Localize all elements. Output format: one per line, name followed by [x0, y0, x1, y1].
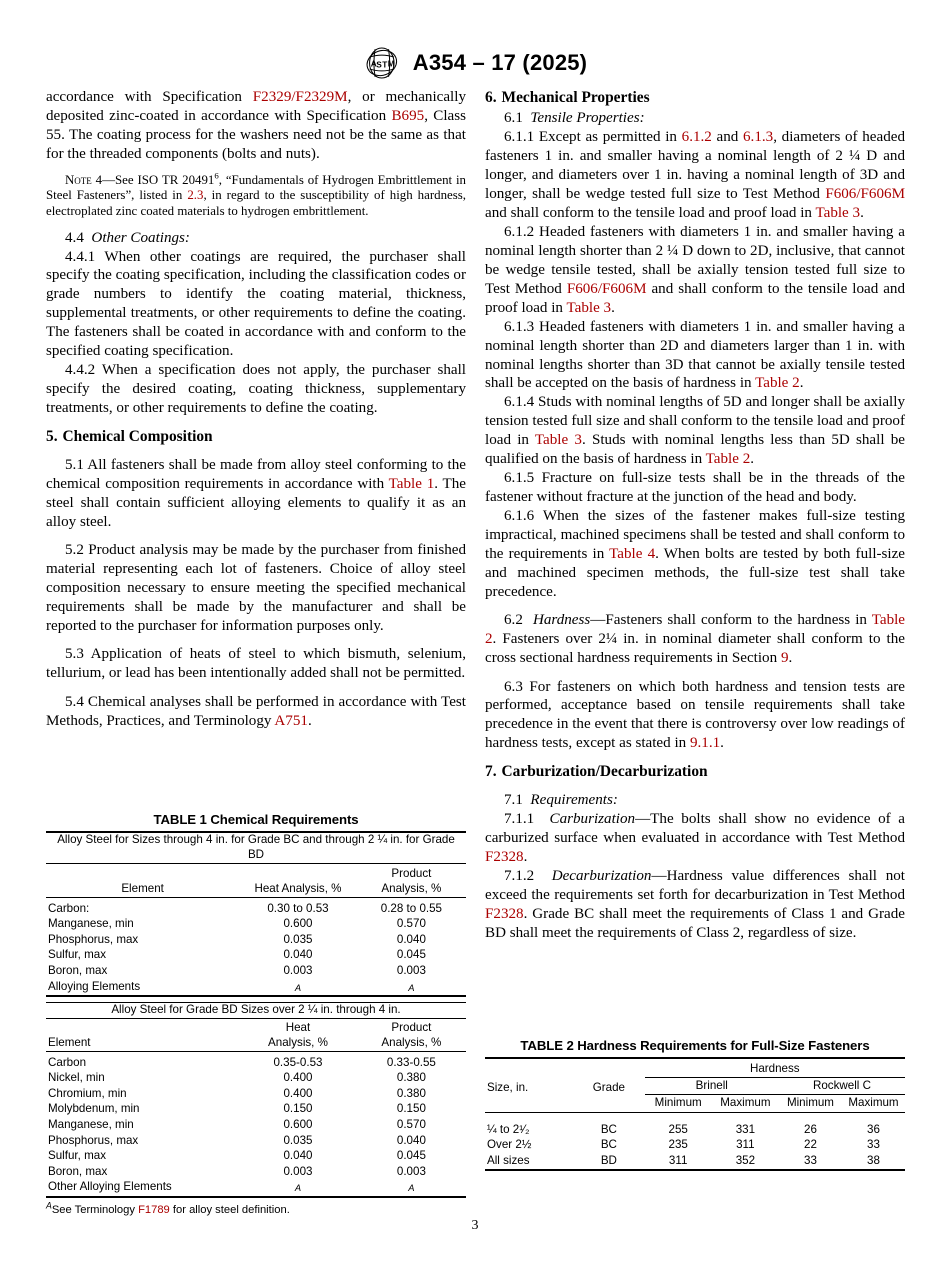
cell-rockwell-min: 22 — [804, 1138, 817, 1152]
footnote-marker-6: 6 — [214, 170, 219, 181]
table-1 — [46, 831, 466, 1200]
text-run: 5.4 Chemical analyses shall be performed in accordance with Test Methods, Practices, and Terminology — [46, 693, 466, 729]
cell-product: 0.380 — [396, 1071, 426, 1085]
cell-product-footnote-marker: A — [408, 982, 415, 993]
text-run: for alloy steel definition. — [169, 1204, 290, 1217]
cell-heat: 0.035 — [283, 932, 313, 946]
cross-reference-table-2[interactable]: Table 2 — [485, 612, 906, 648]
text-run: . Studs with nominal lengths less than 5D shall be qualified on the basis of hardness in — [485, 432, 905, 468]
section-title: Carburization/Decarburization — [501, 763, 708, 781]
cell-brinell-max: 331 — [735, 1122, 756, 1136]
cell-heat: 0.30 to 0.53 — [267, 901, 329, 915]
cell-brinell-min: 311 — [668, 1153, 688, 1167]
text-run: . Grade BC shall meet the requirements of Class 1 and Grade BD shall meet the requirements of Class 2, regardless of size. — [485, 905, 905, 941]
text-run: —The bolts shall show no evidence of a carburized surface when evaluated in accordance with Test Method — [485, 811, 906, 846]
text-run: —Hardness value differences shall not exceed the requirements set forth for decarburization in Test Method — [485, 867, 905, 903]
column-header-product-analysis — [357, 864, 466, 898]
table-row — [46, 1002, 466, 1019]
cell-element: Phosphorus, max — [48, 932, 139, 946]
table-1-footnote — [46, 1200, 466, 1218]
header-line-2: Analysis, % — [268, 1036, 328, 1050]
section-5-heading — [46, 427, 466, 446]
text-run: , “Fundamentals of Hydrogen Embrittlement in Steel Fasteners”, listed in — [46, 172, 467, 203]
paragraph-6-1-3 — [485, 318, 905, 394]
cross-reference-f2328[interactable]: F2328 — [485, 905, 524, 922]
text-run: 6.3 For fasteners on which both hardness and tension tests are performed, acceptance based on tensile requirements shall take precedence in the event that there is controversy over low readings of hardness tests, except as stated in — [485, 678, 905, 752]
paragraph-5-4 — [46, 693, 466, 731]
paragraph-continued — [46, 88, 466, 164]
cell-grade: BC — [600, 1138, 617, 1152]
column-header-element: Element — [48, 1036, 91, 1050]
cross-reference-section-9[interactable]: 9 — [780, 650, 789, 667]
text-run: . — [860, 205, 864, 222]
cell-heat: 0.040 — [283, 948, 313, 962]
text-run: . — [750, 451, 755, 468]
table-rule — [485, 1170, 905, 1174]
paragraph-6-1-1 — [485, 128, 905, 223]
cross-reference-f2328[interactable]: F2328 — [485, 848, 524, 865]
defined-term-decarburization: Decarburization — [551, 867, 652, 884]
table-row — [485, 1058, 905, 1078]
cell-element: Chromium, min — [48, 1086, 127, 1100]
text-run: . — [523, 848, 528, 865]
header-line-1: Product — [391, 1021, 432, 1035]
cell-element: Phosphorus, max — [48, 1133, 139, 1147]
cell-element: Manganese, min — [48, 1117, 134, 1131]
table-row — [46, 1055, 466, 1071]
paragraph-7-1-2 — [485, 867, 905, 943]
paragraph-6-1-5: 6.1.5 Fracture on full-size tests shall be in the threads of the fastener without fracture at the junction of the head and body. — [485, 470, 905, 506]
text-run: , Class 55. The coating process for the washers need not be the same as that for the threaded components (bolts and nuts). — [46, 107, 467, 162]
paragraph-5-3: 5.3 Application of heats of steel to which bismuth, selenium, tellurium, or lead has been intentionally added shall not be permitted. — [46, 646, 466, 682]
note-label: Note — [65, 172, 92, 187]
column-header-size: Size, in. — [487, 1080, 529, 1094]
cross-reference-table-3[interactable]: Table 3 — [534, 432, 582, 449]
header-line-1: Heat — [285, 1021, 311, 1035]
cell-element: Carbon: — [48, 901, 90, 915]
cell-heat: 0.400 — [283, 1086, 313, 1100]
table-row — [46, 901, 466, 917]
subsection-number: 6.2 — [504, 612, 523, 629]
cell-brinell-min: 255 — [668, 1122, 688, 1136]
cell-element: Sulfur, max — [48, 948, 106, 962]
column-header-brinell-min: Minimum — [645, 1095, 712, 1112]
text-run: 6.1.4 Studs with nominal lengths of 5D and longer shall be axially tension tested full size and shall conform to the tensile load and proof load in — [485, 394, 906, 449]
text-run: . — [307, 712, 312, 729]
text-run: . When bolts are tested by both full-size and machined specimen methods, the full-size test shall take precedence. — [485, 545, 906, 600]
cell-brinell-min: 235 — [668, 1138, 688, 1152]
left-column — [46, 88, 466, 730]
table-row — [46, 1019, 466, 1052]
paragraph-number: 7.1.1 — [504, 811, 535, 828]
text-run: . The steel shall contain sufficient alloying elements to qualify it as an alloy steel. — [46, 475, 466, 530]
cell-heat: 0.600 — [283, 917, 313, 931]
table-1-block — [46, 812, 466, 1218]
text-run: . — [799, 375, 804, 392]
paragraph-4-4-1: 4.4.1 When other coatings are required, the purchaser shall specify the coating specification, including the classification codes or grade numbers to identify the coating material, thickness, supplemental treatments, or other requirements to define the coating. The fasteners shall be coated in accordance with and conform to the specified coating specification. — [46, 248, 466, 360]
cell-brinell-max: 311 — [736, 1138, 755, 1152]
cell-rockwell-max: 36 — [867, 1122, 880, 1136]
cell-brinell-max: 352 — [735, 1153, 756, 1167]
cell-heat: 0.003 — [283, 964, 313, 978]
table-row — [46, 1102, 466, 1118]
column-header-rockwell-min: Minimum — [779, 1095, 842, 1112]
cell-element: Alloying Elements — [48, 979, 141, 993]
text-run: , or mechanically deposited zinc-coated in accordance with Specification — [46, 89, 466, 124]
cross-reference-2-3[interactable]: 2.3 — [187, 188, 204, 203]
subgroup-header-rockwell: Rockwell C — [779, 1078, 905, 1095]
text-run: . — [720, 735, 724, 752]
paragraph-6-2 — [485, 611, 905, 668]
cell-product: 0.045 — [396, 1149, 426, 1163]
cross-reference-6-1-2[interactable]: 6.1.2 — [681, 129, 712, 146]
text-run: , diameters of headed fasteners 1 in. and smaller having a nominal length of 2 ¼ D and longer, and diameters over 1 in. having a nominal length of 3D and longer, shall be wedge tested full size to Test Method — [485, 129, 905, 203]
svg-text:S: S — [376, 59, 382, 70]
paragraph-number: 7.1.2 — [504, 867, 535, 884]
cross-reference-table-2[interactable]: Table 2 — [705, 451, 751, 468]
cell-product: 0.150 — [396, 1102, 426, 1116]
subsection-number: 6.1 — [504, 110, 523, 127]
cell-product: 0.040 — [396, 1133, 426, 1147]
table-1-section-b-title: Alloy Steel for Grade BD Sizes over 2 ¼ in. through 4 in. — [111, 1003, 401, 1017]
cross-reference-f1789[interactable]: F1789 — [138, 1204, 170, 1217]
column-header-rockwell-max: Maximum — [842, 1095, 905, 1112]
column-header-heat-analysis: Heat Analysis, % — [254, 882, 342, 896]
table-row — [46, 932, 466, 948]
table-row — [46, 1086, 466, 1102]
astm-logo-icon — [363, 46, 403, 80]
text-run: See Terminology — [51, 1204, 139, 1217]
header-line-1: Product — [391, 867, 432, 881]
page-header — [0, 46, 950, 80]
text-run: . — [611, 299, 615, 316]
paragraph-6-1-4 — [485, 393, 905, 469]
text-run: 6.1.6 When the sizes of the fastener makes full-size testing impractical, machined specimens shall be tested and shall conform to the requirements in — [485, 508, 905, 562]
text-run: . — [788, 650, 793, 667]
cell-rockwell-max: 33 — [867, 1138, 880, 1152]
right-column — [485, 88, 905, 943]
cell-size: All sizes — [487, 1153, 530, 1167]
svg-text:M: M — [387, 58, 395, 69]
table-1-section-a-title: Alloy Steel for Sizes through 4 in. for Grade BC and through 2 ¼ in. for Grade BD — [57, 833, 455, 862]
text-run: , in regard to the susceptibility of high hardness, electroplated zinc coated materials to hydrogen embrittlement. — [46, 188, 466, 218]
cross-reference-table-3[interactable]: Table 3 — [815, 205, 861, 222]
text-run: —Fasteners shall conform to the hardness in — [590, 612, 872, 629]
paragraph-6-1-2 — [485, 223, 905, 318]
table-row — [46, 964, 466, 980]
table-2-caption: TABLE 2 Hardness Requirements for Full-Size Fasteners — [520, 1038, 870, 1053]
column-header-heat-analysis — [239, 1019, 357, 1052]
table-1-caption: TABLE 1 Chemical Requirements — [153, 812, 359, 827]
cross-reference-table-1[interactable]: Table 1 — [388, 475, 435, 492]
text-run: and shall conform to the tensile load and proof load in — [485, 280, 905, 316]
cross-reference-table-3[interactable]: Table 3 — [566, 299, 612, 316]
text-run: See ISO TR 20491 — [115, 172, 215, 187]
table-row — [46, 1118, 466, 1134]
cell-heat: 0.35-0.53 — [273, 1055, 323, 1069]
table-row — [46, 948, 466, 964]
text-run: 6.1.3 Headed fasteners with diameters 1 in. and smaller having a nominal length shorter than 2D and diameters larger than 1 in. with nominal lengths shorter than 3D that cannot be axially tensile tested shall be accepted on the basis of hardness in — [485, 318, 905, 392]
subsection-title: Tensile Properties: — [530, 110, 645, 127]
table-row — [46, 832, 466, 864]
cell-element: Carbon — [48, 1055, 87, 1069]
section-6-heading — [485, 88, 905, 107]
column-header-brinell-max: Maximum — [712, 1095, 779, 1112]
cell-heat-footnote-marker: A — [294, 1183, 302, 1194]
cell-product: 0.28 to 0.55 — [380, 901, 443, 915]
text-run: 5.1 All fasteners shall be made from alloy steel conforming to the chemical composition requirements in accordance with — [46, 456, 466, 492]
paragraph-6-3 — [485, 678, 905, 754]
defined-term-hardness: Hardness — [532, 612, 591, 629]
table-row — [46, 1133, 466, 1149]
cell-product: 0.33-0.55 — [386, 1055, 436, 1069]
cell-rockwell-max: 38 — [867, 1153, 880, 1167]
cell-size: ¼ to 2¹⁄₂ — [487, 1122, 530, 1136]
cross-reference-table-4[interactable]: Table 4 — [609, 545, 656, 562]
table-row — [46, 1149, 466, 1165]
table-row — [485, 1153, 905, 1170]
header-line-2: Analysis, % — [381, 1036, 442, 1050]
cell-heat: 0.600 — [283, 1117, 313, 1131]
header-line-2: Analysis, % — [381, 882, 442, 896]
defined-term-carburization: Carburization — [549, 811, 636, 828]
section-title: Chemical Composition — [62, 427, 213, 445]
cell-product: 0.570 — [396, 917, 426, 931]
cell-element: Other Alloying Elements — [48, 1180, 172, 1194]
text-run: and — [711, 129, 743, 146]
text-run: 6.1.2 Headed fasteners with diameters 1 in. and smaller having a nominal length shorter than 2 ¼ D down to 2D, inclusive, that cannot be wedge tensile tested, shall be axially tension tested full size to Test Method — [485, 223, 905, 297]
table-row — [46, 1164, 466, 1180]
table-row — [46, 1180, 466, 1197]
footnote-marker-a: A — [46, 1200, 52, 1211]
cell-element: Boron, max — [48, 964, 108, 978]
text-run: 6.1.1 Except as permitted in — [504, 129, 682, 146]
cell-rockwell-min: 33 — [804, 1153, 817, 1167]
cross-reference-f606[interactable]: F606/F606M — [566, 280, 647, 297]
subsection-title: Requirements: — [530, 792, 618, 809]
cell-grade: BC — [600, 1122, 617, 1136]
table-row — [46, 917, 466, 933]
subsection-4-4-heading — [46, 229, 466, 248]
column-header-element: Element — [121, 882, 164, 896]
subsection-title: Other Coatings: — [91, 229, 190, 246]
section-number: 6. — [485, 89, 497, 106]
table-row — [485, 1138, 905, 1154]
cell-heat: 0.150 — [283, 1102, 313, 1116]
paragraph-5-2: 5.2 Product analysis may be made by the purchaser from finished material representing each lot of fasteners. Choice of alloy steel composition necessary to ensure meeting the specified mechanical requirements shall be made by the manufacturer and shall be reported to the purchaser for information purposes only. — [46, 542, 466, 634]
paragraph-4-4-2: 4.4.2 When a specification does not apply, the purchaser shall specify the desired coating, coating thickness, supplementary treatments, or other requirements to define the coating. — [46, 362, 466, 417]
column-header-grade: Grade — [592, 1080, 625, 1094]
subgroup-header-brinell: Brinell — [645, 1078, 779, 1095]
cell-product-footnote-marker: A — [408, 1183, 415, 1194]
cell-heat: 0.040 — [283, 1149, 313, 1163]
table-row — [46, 1071, 466, 1087]
svg-text:A: A — [370, 58, 377, 69]
cell-product: 0.003 — [396, 964, 426, 978]
cell-rockwell-min: 26 — [804, 1122, 817, 1136]
paragraph-5-1 — [46, 456, 466, 532]
cross-reference-b695[interactable]: B695 — [391, 107, 425, 124]
text-run: . Fasteners over 2¼ in. in nominal diameter shall conform to the cross sectional hardness requirements in Section — [485, 631, 905, 667]
table-rule — [46, 1197, 466, 1201]
cross-reference-9-1-1[interactable]: 9.1.1 — [689, 735, 721, 752]
table-row — [485, 1122, 905, 1138]
column-header-product-analysis — [357, 1019, 466, 1052]
cell-element: Molybdenum, min — [48, 1102, 140, 1116]
cell-product: 0.380 — [396, 1086, 426, 1100]
cell-element: Nickel, min — [48, 1071, 105, 1085]
cross-reference-6-1-3[interactable]: 6.1.3 — [743, 129, 774, 146]
standard-designation: A354 – 17 (2025) — [412, 50, 588, 75]
text-run: accordance with Specification — [46, 89, 253, 105]
paragraph-6-1-6 — [485, 507, 905, 602]
text-run: and shall conform to the tensile load and proof load in — [485, 205, 816, 222]
cell-product: 0.045 — [396, 948, 426, 962]
cell-product: 0.003 — [396, 1164, 426, 1178]
paragraph-7-1-1 — [485, 810, 905, 867]
section-number: 7. — [485, 763, 497, 781]
section-number: 5. — [46, 427, 58, 445]
cell-heat: 0.003 — [283, 1164, 313, 1178]
subsection-7-1-heading — [485, 791, 905, 810]
cross-reference-a751[interactable]: A751 — [274, 712, 308, 729]
cell-size: Over 2½ — [487, 1138, 532, 1152]
subsection-number: 7.1 — [504, 792, 523, 809]
note-number: 4— — [91, 172, 115, 187]
cell-heat-footnote-marker: A — [294, 982, 302, 993]
group-header-hardness: Hardness — [749, 1062, 800, 1075]
section-title: Mechanical Properties — [501, 89, 650, 106]
section-7-heading — [485, 762, 905, 781]
cell-element: Sulfur, max — [48, 1149, 106, 1163]
svg-text:T: T — [381, 59, 388, 70]
table-2-block — [485, 1038, 905, 1174]
subsection-number: 4.4 — [65, 229, 84, 246]
cross-reference-f606[interactable]: F606/F606M — [825, 186, 905, 203]
subsection-6-1-heading — [485, 109, 905, 128]
table-2 — [485, 1057, 905, 1174]
cell-heat: 0.035 — [283, 1133, 313, 1147]
table-row — [46, 864, 466, 898]
cell-element: Manganese, min — [48, 917, 134, 931]
note-4 — [46, 170, 467, 220]
table-row — [46, 979, 466, 996]
cell-product: 0.040 — [396, 932, 426, 946]
cell-heat: 0.400 — [283, 1071, 313, 1085]
cell-product: 0.570 — [396, 1117, 426, 1131]
cell-grade: BD — [600, 1153, 617, 1167]
cross-reference-f2329[interactable]: F2329/F2329M — [252, 89, 348, 105]
page-number: 3 — [471, 1218, 479, 1233]
cell-element: Boron, max — [48, 1164, 108, 1178]
cross-reference-table-2[interactable]: Table 2 — [755, 375, 800, 392]
